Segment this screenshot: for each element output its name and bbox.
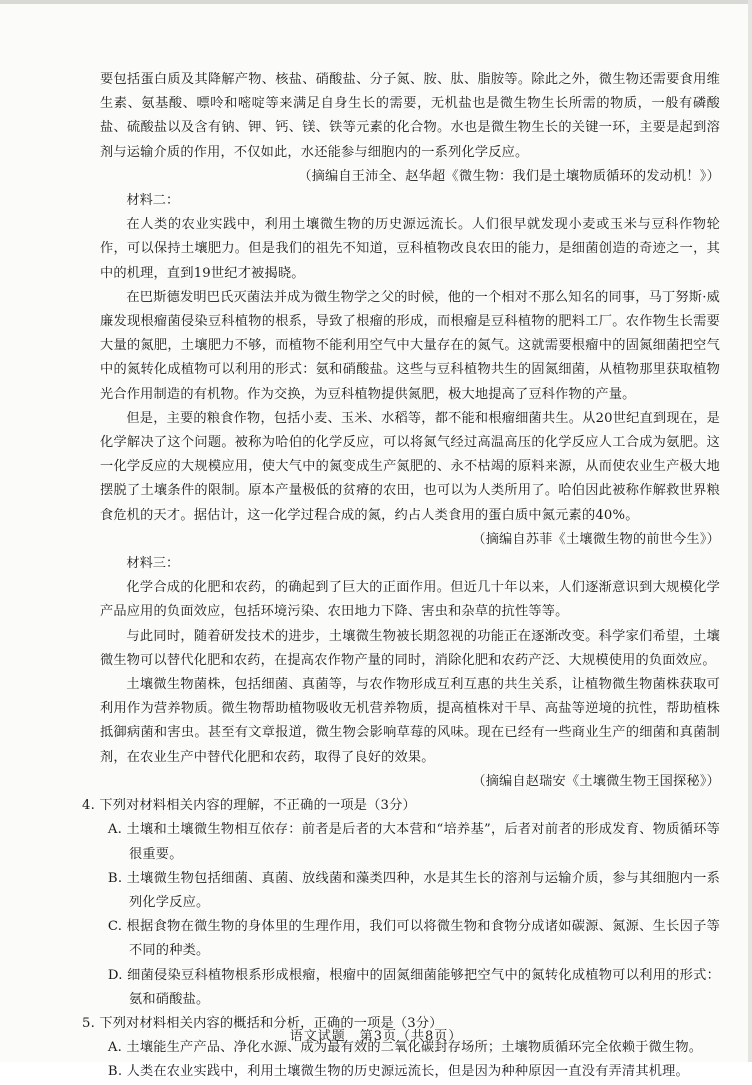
question-4-stem: 4. 下列对材料相关内容的理解，不正确的一项是（3分）: [82, 798, 416, 814]
page-footer: 语文试题 第3页（共8页）: [289, 1029, 463, 1044]
question-4-option-a: A. 土壤和土壤微生物相互依存：前者是后者的大本营和“培养基”，后者对前者的形成发育、物质循环等很重要。: [107, 822, 720, 862]
material2-paragraph-1: 在人类的农业实践中，利用土壤微生物的历史源远流长。人们很早就发现小麦或玉米与豆科作物轮作，可以保持土壤肥力。但是我们的祖先不知道，豆科植物改良农田的能力，是细菌创造的奇迹之一，其中的机理，直到19世纪才被揭晓。: [100, 217, 720, 281]
page-content: [82, 68, 720, 1085]
question-4-option-c: C. 根据食物在微生物的身体里的生理作用，我们可以将微生物和食物分成诸如碳源、氮源、生长因子等不同的种类。: [107, 919, 720, 959]
material3-heading: 材料三：: [126, 556, 180, 572]
material3-source: （摘编自赵瑞安《土壤微生物王国探秘》）: [472, 773, 720, 789]
question-4-option-b: B. 土壤微生物包括细菌、真菌、放线菌和藻类四种，水是其生长的溶剂与运输介质，参与其细胞内一系列化学反应。: [107, 870, 720, 910]
question-5-option-b: B. 人类在农业实践中，利用土壤微生物的历史源远流长，但是因为种种原因一直没有弄清其机理。: [107, 1064, 689, 1080]
question-5-option-a: A. 土壤能生产产品、净化水源、成为最有效的二氧化碳封存场所；土壤物质循环完全依赖于微生物。: [107, 1040, 703, 1056]
material3-paragraph-2: 与此同时，随着研发技术的进步，土壤微生物被长期忽视的功能正在逐渐改变。科学家们希望，土壤微生物可以替代化肥和农药，在提高农作物产量的同时，消除化肥和农药产泛、大规模使用的负面效应。: [100, 628, 720, 668]
material2-source: （摘编自苏菲《土壤微生物的前世今生》）: [472, 531, 720, 547]
material3-paragraph-1: 化学合成的化肥和农药，的确起到了巨大的正面作用。但近几十年以来，人们逐渐意识到大规模化学产品应用的负面效应，包括环境污染、农田地力下降、害虫和杂草的抗性等等。: [100, 580, 720, 620]
material2-heading: 材料二：: [126, 193, 180, 209]
question-5-stem: 5. 下列对材料相关内容的概括和分析，正确的一项是（3分）: [82, 1015, 443, 1031]
question-4-option-d: D. 细菌侵染豆科植物根系形成根瘤，根瘤中的固氮细菌能够把空气中的氮转化成植物可以利用的形式：氨和硝酸盐。: [107, 967, 720, 1007]
material3-paragraph-3: 土壤微生物菌株，包括细菌、真菌等，与农作物形成互利互惠的共生关系，让植物微生物菌株获取可利用作为营养物质。微生物帮助植物吸收无机营养物质，提高植株对干旱、高盐等逆境的抗性，帮助植株抵御病菌和害虫。甚至有文章报道，微生物会影响草莓的风味。现在已经有一些商业生产的细菌和真菌制剂，在农业生产中替代化肥和农药，取得了良好的效果。: [100, 677, 720, 765]
scan-right-edge: [748, 0, 752, 1062]
material1-source: （摘编自王沛全、赵华超《微生物：我们是土壤物质循环的发动机！》）: [298, 168, 720, 184]
material1-tail-paragraph: 要包括蛋白质及其降解产物、核盐、硝酸盐、分子氮、胺、肽、脂胺等。除此之外，微生物还需要食用维生素、氨基酸、嘌呤和嘧啶等来满足自身生长的需要，无机盐也是微生物生长所需的物质，一般有磷酸盐、硫酸盐以及含有钠、钾、钙、镁、铁等元素的化合物。水也是微生物生长的关键一环，主要是起到溶剂与运输介质的作用，不仅如此，水还能参与细胞内的一系列化学反应。: [100, 72, 720, 160]
material2-paragraph-3: 但是，主要的粮食作物，包括小麦、玉米、水稻等，都不能和根瘤细菌共生。从20世纪直到现在，是化学解决了这个问题。被称为哈伯的化学反应，可以将氮气经过高温高压的化学反应人工合成为氨肥。这一化学反应的大规模应用，使大气中的氮变成生产氮肥的、永不枯竭的原料来源，从而使农业生产极大地摆脱了土壤条件的限制。原本产量极低的贫瘠的农田，也可以为人类所用了。哈伯因此被称作解救世界粮食危机的天才。据估计，这一化学过程合成的氮，约占人类食用的蛋白质中氮元素的40%。: [100, 410, 720, 523]
scan-top-edge: [0, 0, 752, 4]
material2-paragraph-2: 在巴斯德发明巴氏灭菌法并成为微生物学之父的时候，他的一个相对不那么知名的同事，马丁努斯·威廉发现根瘤菌侵染豆科植物的根系，导致了根瘤的形成，而根瘤是豆科植物的肥料工厂。农作物生长需要大量的氮肥，土壤肥力不够，而植物不能利用空气中大量存在的氮气。这就需要根瘤中的固氮细菌把空气中的氮转化成植物可以利用的形式：氨和硝酸盐。这些与豆科植物共生的固氮细菌，从植物那里获取植物光合作用制造的有机物。作为交换，为豆科植物提供氮肥，极大地提高了豆科作物的产量。: [100, 289, 720, 402]
